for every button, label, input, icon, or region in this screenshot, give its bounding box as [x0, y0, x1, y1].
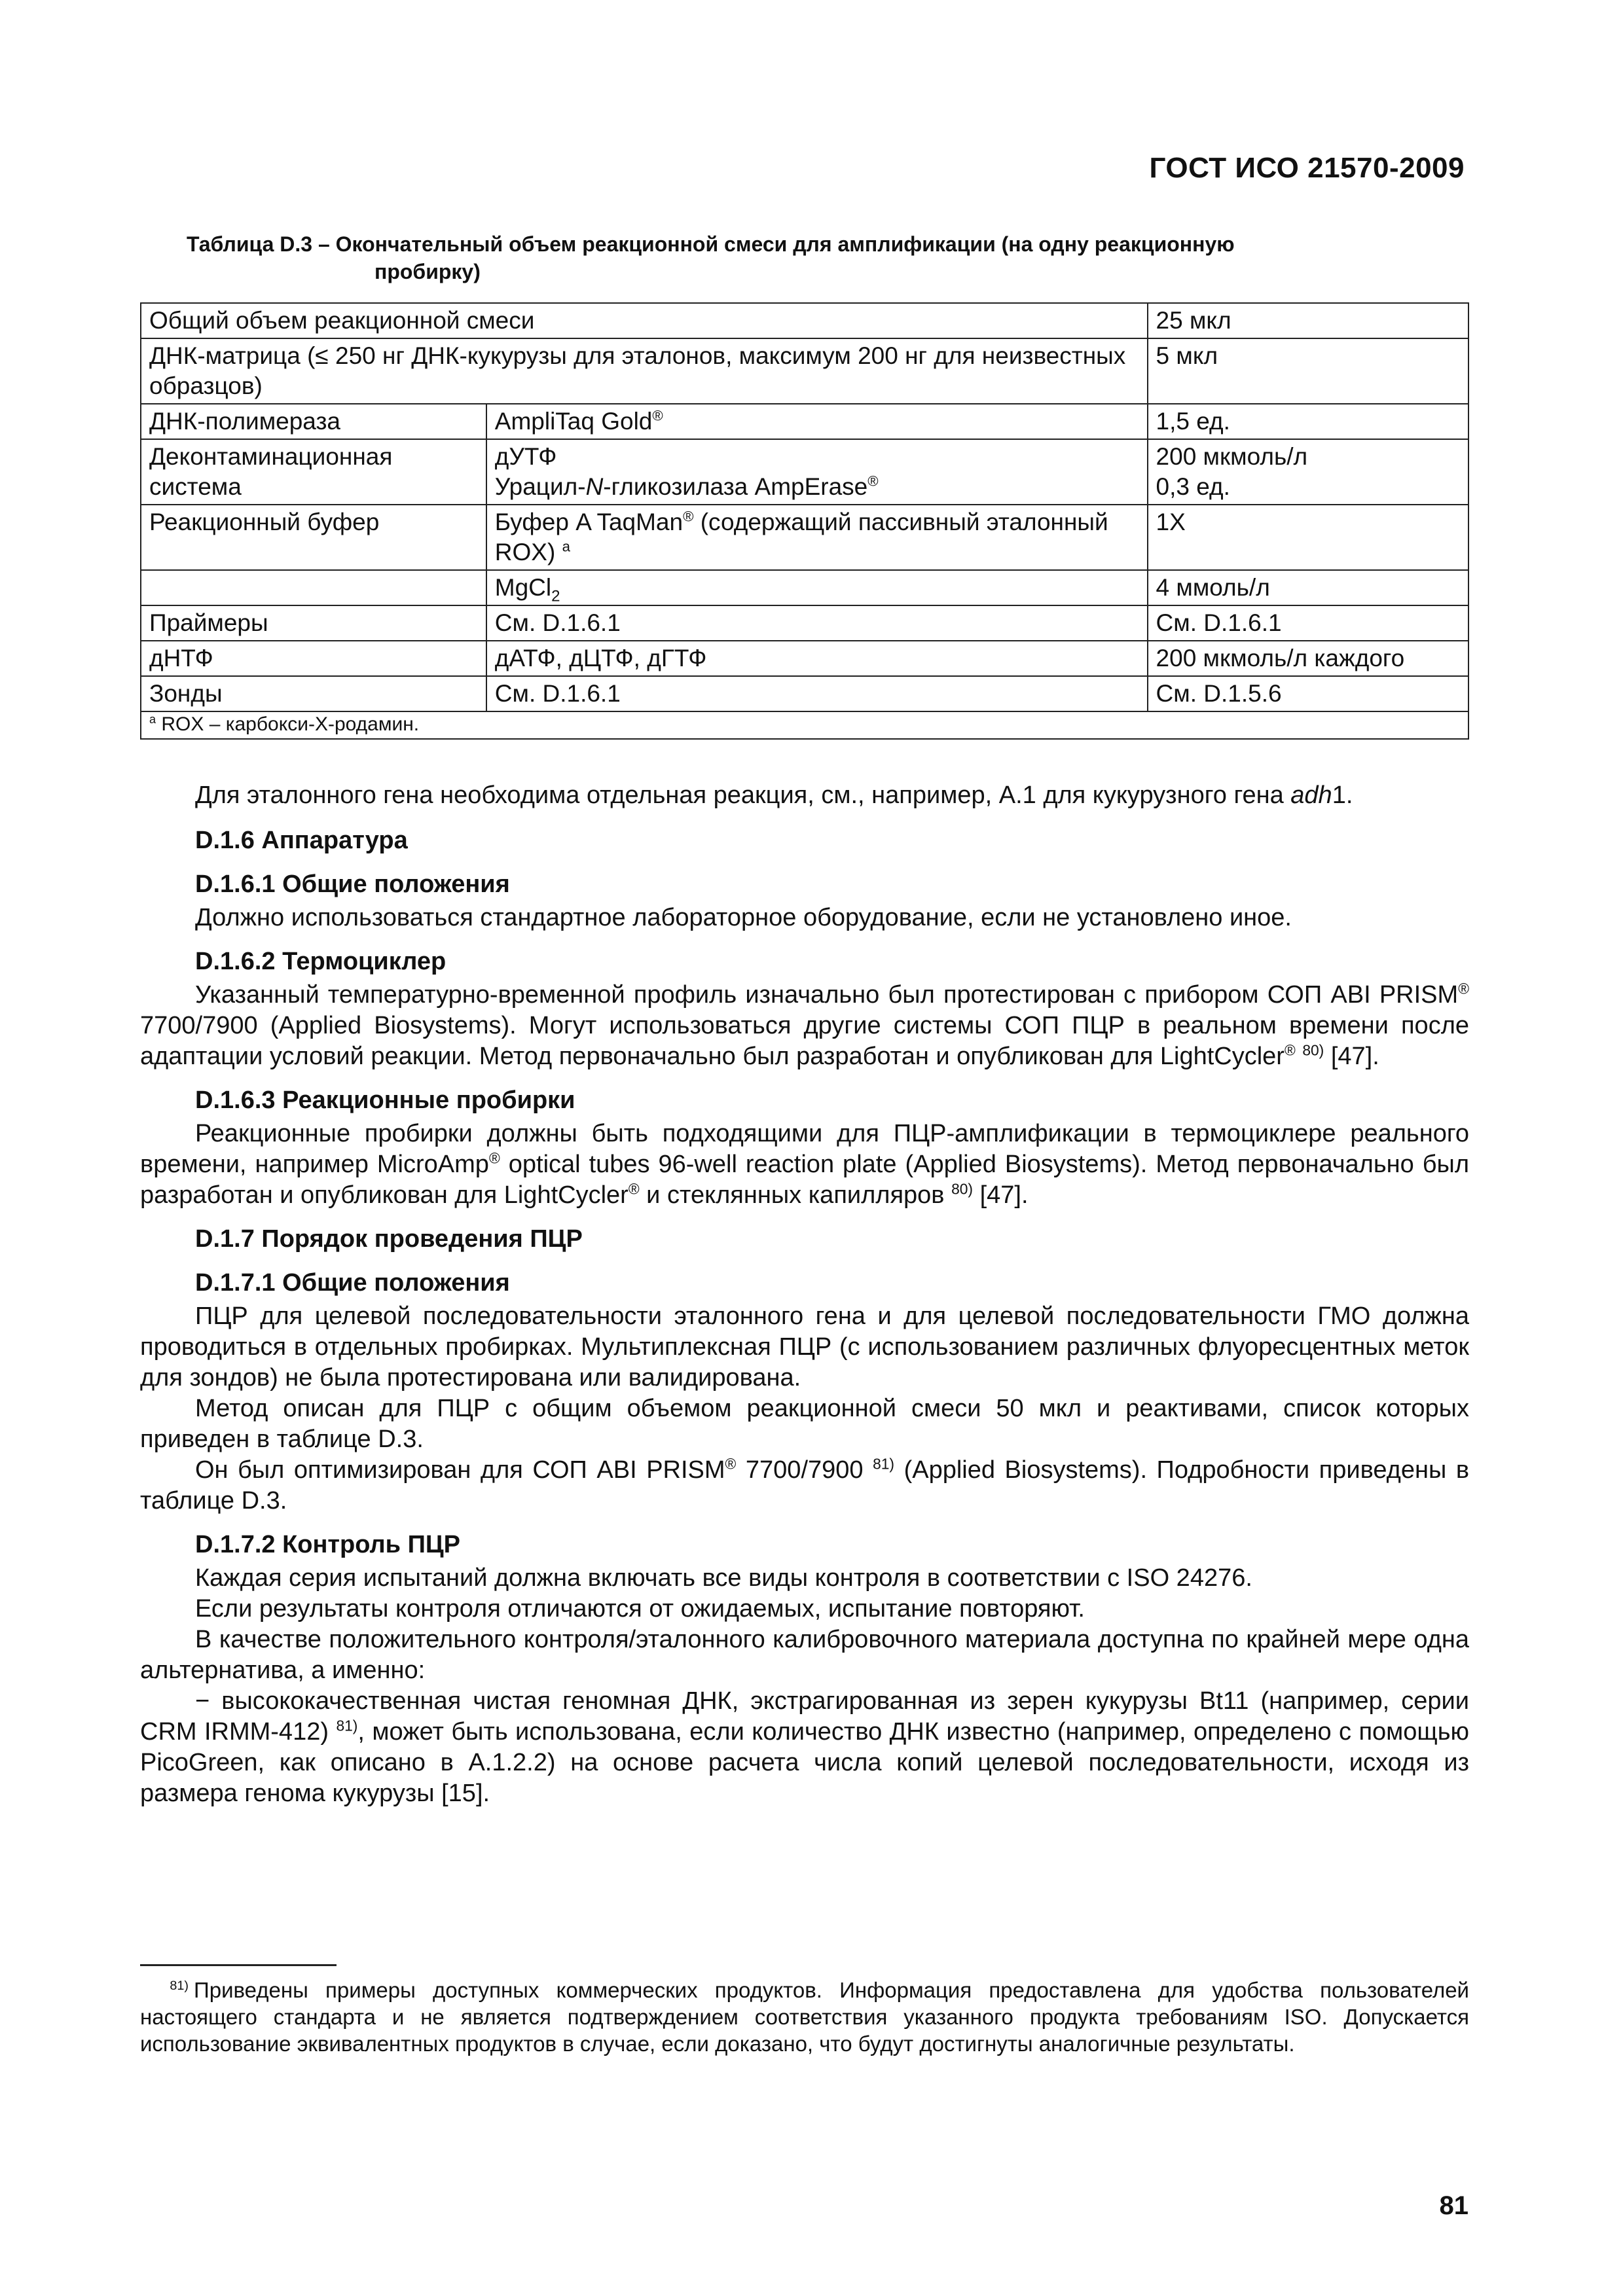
footnote-text: Приведены примеры доступных коммерческих продуктов. Информация предоставлена для удобства пользователей настоящего стандарта и не является подтверждением соответствия указанного продукта требованиям ISO. Допускается использование эквивалентных продуктов в случае, если доказано, что будут достигнуты аналогичные результаты. — [140, 1978, 1469, 2056]
paragraph: В качестве положительного контроля/эталонного калибровочного материала доступна по крайней мере одна альтернатива, а именно: — [140, 1626, 1469, 1684]
heading-d172: D.1.7.2 Контроль ПЦР — [195, 1531, 460, 1558]
table-row — [141, 505, 1468, 570]
text: 7700/7900 — [736, 1456, 873, 1484]
paragraph — [140, 780, 1469, 811]
text: (Applied Biosystems). Подробности приведены в таблице D.3. — [140, 1456, 1470, 1515]
table-cell: 200 мкмоль/л каждого — [1148, 641, 1468, 676]
table-cell: 25 мкл — [1148, 303, 1468, 338]
paragraph: Метод описан для ПЦР с общим объемом реакционной смеси 50 мкл и реактивами, список которых приведен в таблице D.3. — [140, 1395, 1469, 1453]
table-cell: Общий объем реакционной смеси — [141, 303, 1148, 338]
text: 7700/7900 (Applied Biosystems). Могут использоваться другие системы СОП ПЦР в реальном времени после адаптации условий реакции. Метод первоначально был разработан и опубликован для LightCycler — [140, 1012, 1469, 1070]
heading-d171: D.1.7.1 Общие положения — [195, 1269, 510, 1297]
table-cell: дАТФ, дЦТФ, дГТФ — [486, 641, 1148, 676]
table-row — [141, 676, 1468, 711]
table-row — [141, 570, 1468, 605]
note-mark: a — [562, 538, 570, 555]
heading-d17: D.1.7 Порядок проведения ПЦР — [195, 1225, 583, 1253]
paragraph — [140, 980, 1469, 1072]
table-cell — [141, 570, 486, 605]
paragraph — [140, 1455, 1469, 1516]
table-cell: Праймеры — [141, 605, 486, 641]
paragraph — [140, 1686, 1469, 1809]
table-cell — [486, 505, 1148, 570]
table-cell: См. D.1.6.1 — [486, 676, 1148, 711]
table-row — [141, 641, 1468, 676]
table-note-row — [141, 711, 1468, 739]
standard-designation: ГОСТ ИСО 21570-2009 — [1149, 152, 1465, 184]
table-cell — [1148, 439, 1468, 505]
table-row — [141, 303, 1468, 338]
table-cell — [486, 404, 1148, 439]
table-caption-line1: Таблица D.3 – Окончательный объем реакционной смеси для амплификации (на одну реакционную — [187, 232, 1235, 256]
table-cell — [486, 439, 1148, 505]
text: Реакционные пробирки должны быть подходящими для ПЦР-амплификации в термоциклере реального времени, например MicroAmp — [140, 1120, 1469, 1178]
decont-item-italic: N — [585, 473, 604, 500]
paragraph: ПЦР для целевой последовательности эталонного гена и для целевой последовательности ГМО должна проводиться в отдельных пробирках. Мультиплексная ПЦР (с использованием различных флуоресцентных меток для зондов) не была протестирована или валидирована. — [140, 1302, 1469, 1391]
table-cell: 4 ммоль/л — [1148, 570, 1468, 605]
text: − высококачественная чистая геномная ДНК, экстрагированная из зерен кукурузы Bt11 (например, серии CRM IRMM-412) — [140, 1687, 1469, 1746]
table-cell: См. D.1.6.1 — [1148, 605, 1468, 641]
mgcl-subscript: 2 — [551, 587, 560, 605]
table-cell: См. D.1.5.6 — [1148, 676, 1468, 711]
heading-d163: D.1.6.3 Реакционные пробирки — [195, 1086, 575, 1114]
footnote-number: 81) — [170, 1979, 189, 1993]
table-row — [141, 338, 1468, 404]
note-mark: a — [149, 713, 156, 726]
text: и стеклянных капилляров — [639, 1181, 952, 1209]
footnote — [140, 1977, 1469, 2057]
table-cell: Реакционный буфер — [141, 505, 486, 570]
table-cell: 1X — [1148, 505, 1468, 570]
table-caption — [187, 230, 1470, 285]
heading-d16: D.1.6 Аппаратура — [195, 827, 408, 854]
text: Он был оптимизирован для СОП ABI PRISM — [195, 1456, 725, 1484]
text: , может быть использована, если количество ДНК известно (например, определено с помощью PicoGreen, как описано в A.1.2.2) на основе расчета числа копий целевой последовательности, исходя из размера генома кукурузы [15]. — [140, 1718, 1469, 1807]
polymerase-name: AmpliTaq Gold — [494, 408, 653, 435]
table-cell: Зонды — [141, 676, 486, 711]
footnote-ref: 80) — [951, 1180, 974, 1198]
paragraph — [140, 1119, 1469, 1211]
mgcl-name: MgCl — [494, 574, 552, 601]
text: Для эталонного гена необходима отдельная реакция, см., например, A.1 для кукурузного гена — [195, 781, 1291, 809]
text: [47]. — [973, 1181, 1029, 1209]
text: Указанный температурно-временной профиль изначально был протестирован с прибором СОП ABI PRISM — [195, 981, 1459, 1009]
footnote-ref: 80) — [1302, 1041, 1324, 1059]
table-row — [141, 605, 1468, 641]
buffer-name: (содержащий пассивный эталонный ROX) — [494, 509, 1108, 565]
table-note — [141, 711, 1468, 739]
text: optical tubes 96-well reaction plate (Applied Biosystems). Метод первоначально был разработан и опубликован для LightCycler — [140, 1151, 1469, 1209]
table-caption-line2: пробирку) — [374, 260, 481, 283]
text: [47]. — [1324, 1043, 1379, 1070]
registered-mark: ® — [488, 1149, 500, 1167]
gene-name: adh — [1290, 781, 1332, 809]
table-cell: 5 мкл — [1148, 338, 1468, 404]
body-text — [140, 780, 1469, 1809]
registered-mark: ® — [867, 473, 879, 490]
buffer-name: Буфер A TaqMan — [494, 509, 684, 535]
heading-d162: D.1.6.2 Термоциклер — [195, 948, 447, 975]
registered-mark: ® — [683, 508, 694, 525]
page-number: 81 — [1439, 2191, 1468, 2220]
table-row — [141, 439, 1468, 505]
footnote-ref: 81) — [873, 1455, 895, 1473]
table-cell: 1,5 ед. — [1148, 404, 1468, 439]
table-cell: ДНК-матрица (≤ 250 нг ДНК-кукурузы для эталонов, максимум 200 нг для неизвестных образцов) — [141, 338, 1148, 404]
decont-item-text: -гликозилаза AmpErase — [603, 473, 868, 500]
decont-item-text: Урацил- — [494, 473, 586, 500]
registered-mark: ® — [628, 1180, 640, 1198]
table-cell: Деконтаминационная система — [141, 439, 486, 505]
note-text: ROX – карбокси-X-родамин. — [156, 713, 420, 735]
table-cell: дНТФ — [141, 641, 486, 676]
table-cell: См. D.1.6.1 — [486, 605, 1148, 641]
decont-value: 200 мкмоль/л — [1156, 443, 1308, 470]
reaction-mix-table — [140, 302, 1469, 740]
decont-item: дУТФ — [494, 443, 557, 470]
registered-mark: ® — [1458, 980, 1469, 997]
decont-value: 0,3 ед. — [1156, 473, 1230, 500]
table-cell: ДНК-полимераза — [141, 404, 486, 439]
paragraph: Каждая серия испытаний должна включать все виды контроля в соответствии с ISO 24276. — [195, 1564, 1252, 1592]
table-cell — [486, 570, 1148, 605]
decont-item — [495, 472, 1139, 502]
text: 1. — [1332, 781, 1353, 809]
registered-mark: ® — [652, 407, 663, 424]
registered-mark: ® — [1284, 1041, 1296, 1059]
footnote-divider — [140, 1964, 337, 1966]
footnote-ref: 81) — [336, 1717, 358, 1734]
registered-mark: ® — [725, 1455, 737, 1473]
heading-d161: D.1.6.1 Общие положения — [195, 870, 510, 898]
paragraph: Если результаты контроля отличаются от ожидаемых, испытание повторяют. — [195, 1595, 1085, 1623]
table-row — [141, 404, 1468, 439]
paragraph: Должно использоваться стандартное лабораторное оборудование, если не установлено иное. — [195, 904, 1292, 931]
